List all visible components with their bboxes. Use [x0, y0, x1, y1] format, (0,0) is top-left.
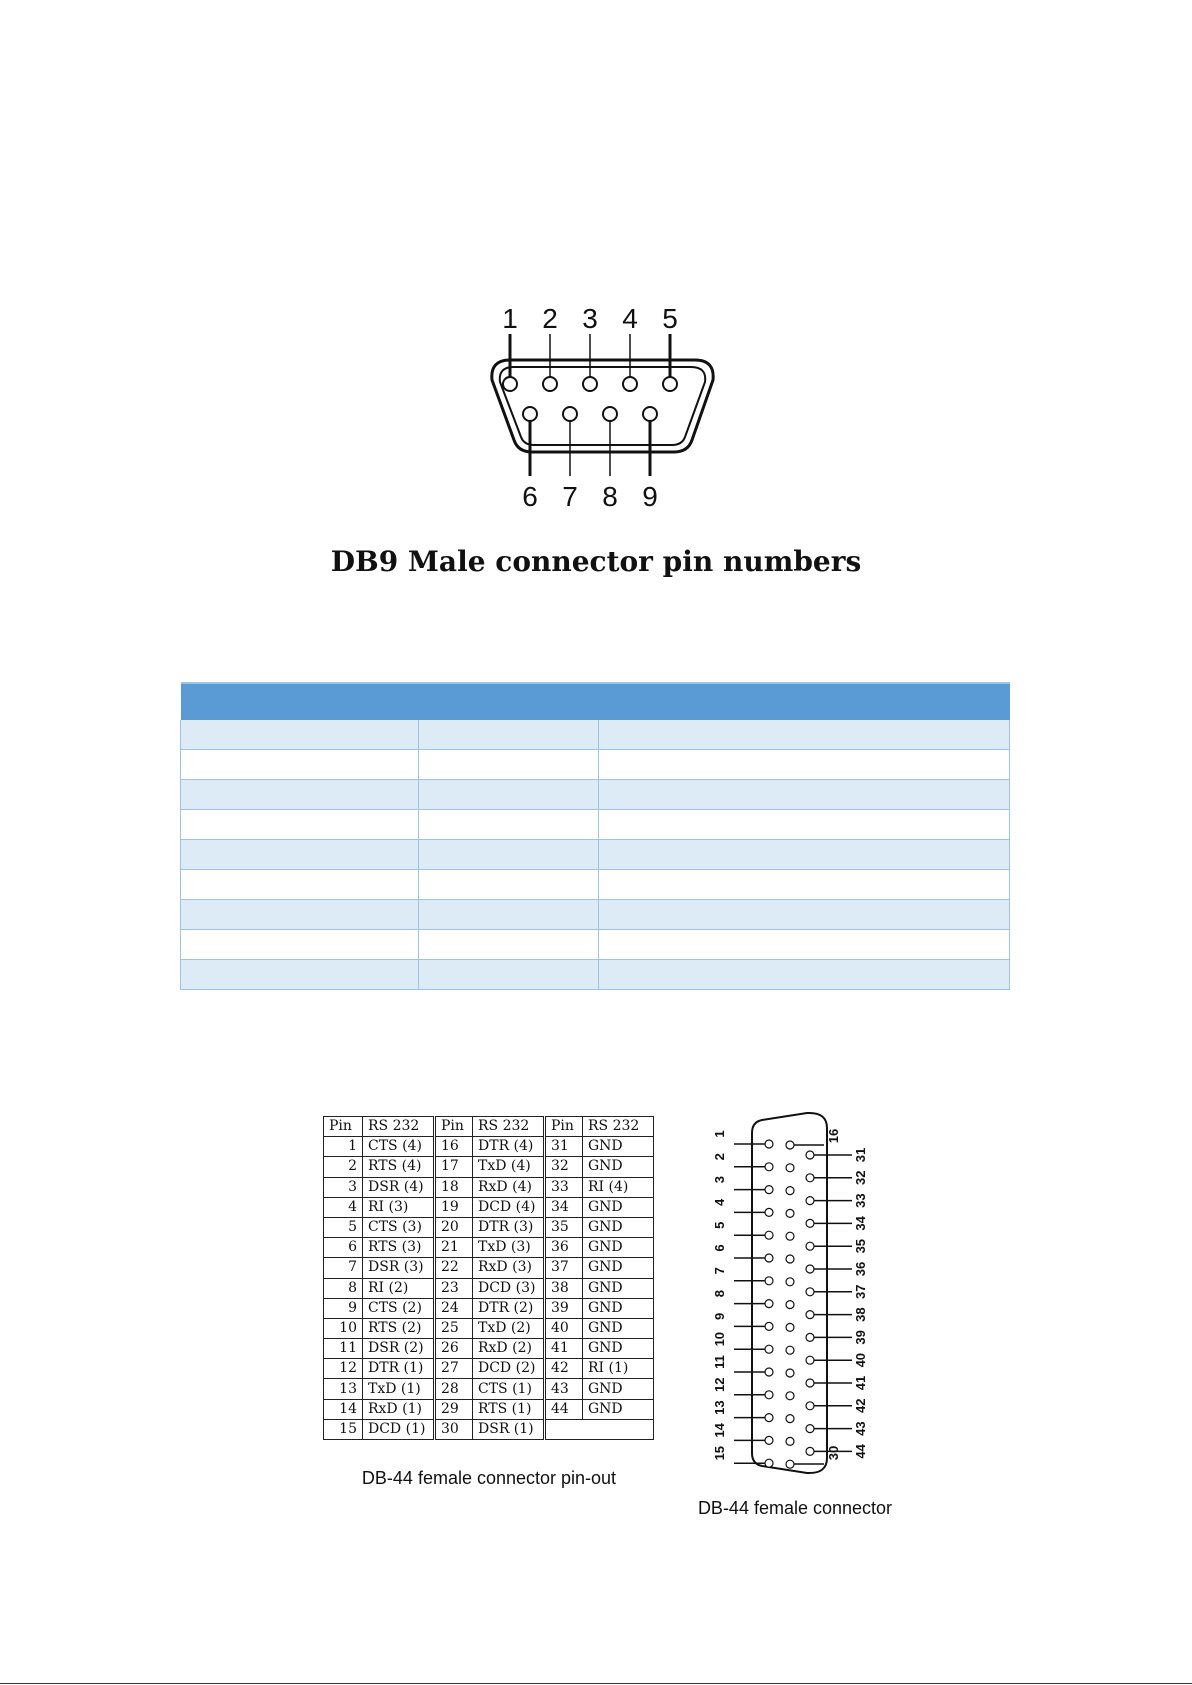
db44-pin-cell: 40 [545, 1318, 583, 1338]
pin-table-cell [419, 870, 599, 900]
db44-left-pin-label: 11 [712, 1355, 727, 1369]
db44-pin-socket [786, 1323, 794, 1331]
db44-pin-socket [786, 1209, 794, 1217]
pin-table-row [181, 960, 1010, 990]
db44-row [324, 1177, 654, 1197]
db44-pin-cell: 19 [435, 1197, 473, 1217]
db44-pin-socket [806, 1402, 814, 1410]
db9-pin-label: 7 [562, 481, 578, 512]
db44-signal-cell: GND [583, 1278, 654, 1298]
db44-signal-cell: GND [583, 1258, 654, 1278]
db44-pin-cell: 36 [545, 1238, 583, 1258]
db44-pin-cell: 24 [435, 1298, 473, 1318]
db44-row [324, 1258, 654, 1278]
pin-table-cell [599, 840, 1010, 870]
db44-left-pin-label: 7 [712, 1267, 727, 1275]
db44-connector-caption: DB-44 female connector [697, 1498, 893, 1518]
db44-right-pin-label: 34 [853, 1216, 868, 1231]
db9-pin-label: 6 [522, 481, 538, 512]
db44-pin-socket [786, 1278, 794, 1286]
db44-pin-socket [765, 1300, 773, 1308]
db44-pin-socket [765, 1368, 773, 1376]
db44-right-pin-label: 32 [853, 1170, 868, 1186]
db44-signal-cell: GND [583, 1399, 654, 1419]
db44-left-pin-label: 8 [712, 1289, 727, 1298]
pin-table-row [181, 930, 1010, 960]
db44-signal-cell: CTS (2) [363, 1298, 435, 1318]
db44-signal-cell: CTS (3) [363, 1217, 435, 1237]
db9-connector-diagram [480, 300, 725, 540]
db44-left-pin-label: 10 [712, 1331, 727, 1347]
db44-left-pin-label: 14 [712, 1423, 727, 1438]
pin-table-cell [419, 720, 599, 750]
db44-signal-cell: DSR (2) [363, 1339, 435, 1359]
db44-left-pin-label: 13 [712, 1400, 727, 1415]
db44-signal-cell: GND [583, 1217, 654, 1237]
db44-signal-cell: DTR (2) [473, 1298, 545, 1318]
db9-caption: DB9 Male connector pin numbers [330, 545, 862, 578]
db44-header-cell: RS 232 [473, 1117, 545, 1137]
db44-pin-socket [806, 1151, 814, 1159]
pin-table-row [181, 780, 1010, 810]
db44-signal-cell: RTS (1) [473, 1399, 545, 1419]
db9-pin-label: 9 [642, 481, 658, 512]
db44-pin-socket [786, 1392, 794, 1400]
pin-table-cell [599, 810, 1010, 840]
db44-signal-cell: RI (3) [363, 1197, 435, 1217]
db44-signal-cell: CTS (1) [473, 1379, 545, 1399]
db44-connector-diagram [712, 1108, 892, 1480]
db44-row [324, 1217, 654, 1237]
db44-pin-cell: 1 [324, 1137, 363, 1157]
db44-pinout-caption: DB-44 female connector pin-out [361, 1468, 617, 1488]
db44-header-cell: Pin [324, 1117, 363, 1137]
pin-table-row [181, 870, 1010, 900]
db44-pin-cell: 22 [435, 1258, 473, 1278]
db44-pin-cell: 10 [324, 1318, 363, 1338]
db9-pin-socket [623, 377, 637, 391]
db44-signal-cell: TxD (4) [473, 1157, 545, 1177]
pin-table-cell [419, 960, 599, 990]
db44-left-pin-label: 4 [712, 1198, 727, 1207]
db9-pin-label: 4 [622, 303, 638, 334]
db44-pin-cell: 25 [435, 1318, 473, 1338]
db9-top-row [502, 303, 678, 391]
db44-left-pin-label: 9 [712, 1312, 727, 1321]
db44-row [324, 1359, 654, 1379]
pin-table-cell [181, 720, 419, 750]
db44-signal-cell: RxD (3) [473, 1258, 545, 1278]
db44-pin-socket [806, 1219, 814, 1227]
db9-pin-socket [643, 407, 657, 421]
db44-signal-cell: GND [583, 1197, 654, 1217]
pin-table-header-cell [181, 683, 419, 720]
db44-middle-first-label: 16 [826, 1128, 841, 1144]
db9-pin-label: 1 [502, 303, 518, 334]
db44-pin-cell: 8 [324, 1278, 363, 1298]
db44-header-cell: RS 232 [363, 1117, 435, 1137]
db9-pin-socket [663, 377, 677, 391]
pin-table-row [181, 720, 1010, 750]
page-bottom-rule [0, 1683, 1192, 1684]
pin-table-cell [599, 960, 1010, 990]
db44-right-pin-label: 38 [853, 1307, 868, 1322]
db9-pin-socket [603, 407, 617, 421]
db44-pin-cell: 31 [545, 1137, 583, 1157]
db44-pin-socket [765, 1208, 773, 1216]
db9-shell [492, 360, 713, 452]
db44-signal-cell: GND [583, 1157, 654, 1177]
db44-pin-cell: 32 [545, 1157, 583, 1177]
db44-signal-cell: DTR (3) [473, 1217, 545, 1237]
db44-pin-cell: 5 [324, 1217, 363, 1237]
db44-signal-cell: DSR (1) [473, 1419, 545, 1439]
db44-right-pin-label: 33 [853, 1193, 868, 1208]
db9-pin-label: 3 [582, 303, 598, 334]
db44-pin-cell: 11 [324, 1339, 363, 1359]
db44-signal-cell: DSR (3) [363, 1258, 435, 1278]
db44-right-pin-label: 41 [853, 1375, 868, 1391]
db44-right-pin-label: 39 [853, 1330, 868, 1345]
db44-right-pin-label: 44 [853, 1444, 868, 1459]
pin-table-cell [181, 840, 419, 870]
db44-signal-cell: RxD (2) [473, 1339, 545, 1359]
db44-pin-socket [786, 1232, 794, 1240]
pin-table-cell [599, 900, 1010, 930]
db44-signal-cell: DCD (2) [473, 1359, 545, 1379]
db9-pin-label: 2 [542, 303, 558, 334]
db44-pin-socket [806, 1333, 814, 1341]
db44-header-row [324, 1117, 654, 1137]
db44-pin-cell: 13 [324, 1379, 363, 1399]
db44-pin-socket [765, 1414, 773, 1422]
db9-pin-socket [583, 377, 597, 391]
db44-row [324, 1379, 654, 1399]
db44-pin-cell: 12 [324, 1359, 363, 1379]
pin-table-row [181, 840, 1010, 870]
pin-table-cell [599, 930, 1010, 960]
db44-pin-socket [765, 1140, 773, 1148]
db44-pin-socket [806, 1288, 814, 1296]
db44-signal-cell: TxD (2) [473, 1318, 545, 1338]
pin-table-cell [181, 810, 419, 840]
db9-pin-socket [523, 407, 537, 421]
db44-signal-cell: RTS (4) [363, 1157, 435, 1177]
db44-pin-socket [765, 1254, 773, 1262]
db44-right-pin-label: 40 [853, 1352, 868, 1368]
db44-pin-cell: 29 [435, 1399, 473, 1419]
db44-right-pin-label: 37 [853, 1284, 868, 1300]
db44-pin-socket [786, 1255, 794, 1263]
db44-signal-cell: GND [583, 1298, 654, 1318]
db44-pin-socket [806, 1356, 814, 1364]
db44-empty-cell [545, 1419, 654, 1439]
db44-signal-cell: DTR (4) [473, 1137, 545, 1157]
db44-pin-socket [806, 1197, 814, 1205]
db44-right-column [806, 1148, 868, 1459]
db44-right-pin-label: 31 [853, 1147, 868, 1163]
db44-pin-socket [806, 1242, 814, 1250]
db44-signal-cell: DCD (4) [473, 1197, 545, 1217]
db44-signal-cell: GND [583, 1339, 654, 1359]
db44-row [324, 1278, 654, 1298]
db9-pin-label: 8 [602, 481, 618, 512]
db44-pin-socket [765, 1322, 773, 1330]
pin-table-cell [599, 720, 1010, 750]
db44-pin-socket [806, 1265, 814, 1273]
db44-header-cell: RS 232 [583, 1117, 654, 1137]
db44-pin-cell: 27 [435, 1359, 473, 1379]
db44-pin-cell: 30 [435, 1419, 473, 1439]
db44-pin-cell: 7 [324, 1258, 363, 1278]
db44-pin-socket [806, 1447, 814, 1455]
pin-table-cell [419, 930, 599, 960]
db44-row [324, 1197, 654, 1217]
db44-header-cell: Pin [545, 1117, 583, 1137]
db44-pin-socket [765, 1345, 773, 1353]
db44-pin-cell: 43 [545, 1379, 583, 1399]
db44-left-pin-label: 12 [712, 1377, 727, 1393]
db44-pin-cell: 26 [435, 1339, 473, 1359]
db44-pin-cell: 4 [324, 1197, 363, 1217]
db44-row [324, 1339, 654, 1359]
db9-pin-socket [563, 407, 577, 421]
db44-row [324, 1137, 654, 1157]
db9-pin-socket [543, 377, 557, 391]
pin-table-cell [181, 780, 419, 810]
db44-pin-cell: 33 [545, 1177, 583, 1197]
db44-middle-last-label: 30 [826, 1445, 841, 1461]
db44-pin-socket [806, 1379, 814, 1387]
db44-left-column [712, 1130, 773, 1467]
pin-table-row [181, 900, 1010, 930]
pin-table-header-row [181, 683, 1010, 720]
db44-pin-cell: 28 [435, 1379, 473, 1399]
db44-signal-cell: RxD (1) [363, 1399, 435, 1419]
pin-table-cell [181, 900, 419, 930]
db44-signal-cell: DSR (4) [363, 1177, 435, 1197]
pin-table-row [181, 810, 1010, 840]
db44-pin-socket [786, 1369, 794, 1377]
db44-header-cell: Pin [435, 1117, 473, 1137]
db44-row [324, 1238, 654, 1258]
db44-row [324, 1318, 654, 1338]
db44-pin-cell: 3 [324, 1177, 363, 1197]
db44-right-pin-label: 35 [853, 1238, 868, 1254]
db44-signal-cell: DCD (3) [473, 1278, 545, 1298]
db44-pin-socket [765, 1391, 773, 1399]
db44-pin-cell: 34 [545, 1197, 583, 1217]
db44-signal-cell: TxD (1) [363, 1379, 435, 1399]
pin-table-cell [599, 870, 1010, 900]
db44-pin-socket [786, 1437, 794, 1445]
db44-pin-cell: 42 [545, 1359, 583, 1379]
db44-pin-cell: 35 [545, 1217, 583, 1237]
db44-pin-cell: 21 [435, 1238, 473, 1258]
pin-table-row [181, 750, 1010, 780]
pin-table [180, 682, 1010, 990]
db44-pin-socket [786, 1141, 794, 1149]
db44-left-pin-label: 3 [712, 1175, 727, 1184]
db44-row [324, 1419, 654, 1439]
db44-signal-cell: RI (2) [363, 1278, 435, 1298]
db44-pin-cell: 39 [545, 1298, 583, 1318]
db44-pin-cell: 41 [545, 1339, 583, 1359]
db44-signal-cell: RTS (2) [363, 1318, 435, 1338]
pin-table-header-cell [419, 683, 599, 720]
db44-row [324, 1157, 654, 1177]
db44-pin-socket [765, 1186, 773, 1194]
db44-signal-cell: GND [583, 1379, 654, 1399]
db44-pin-socket [765, 1231, 773, 1239]
db44-pin-socket [786, 1346, 794, 1354]
db44-left-pin-label: 2 [712, 1153, 727, 1161]
db44-signal-cell: DTR (1) [363, 1359, 435, 1379]
db9-pin-socket [503, 377, 517, 391]
db9-bottom-row [522, 407, 658, 512]
db44-pin-socket [765, 1436, 773, 1444]
db44-signal-cell: RI (4) [583, 1177, 654, 1197]
db44-signal-cell: TxD (3) [473, 1238, 545, 1258]
db44-signal-cell: GND [583, 1238, 654, 1258]
db44-right-pin-label: 43 [853, 1421, 868, 1436]
pin-table-cell [419, 810, 599, 840]
pin-table-cell [419, 840, 599, 870]
db44-pin-cell: 14 [324, 1399, 363, 1419]
db44-pin-socket [765, 1163, 773, 1171]
db44-pin-cell: 6 [324, 1238, 363, 1258]
db44-pin-socket [765, 1459, 773, 1467]
db44-signal-cell: GND [583, 1318, 654, 1338]
db44-pin-cell: 44 [545, 1399, 583, 1419]
pin-table-cell [599, 750, 1010, 780]
db44-signal-cell: GND [583, 1137, 654, 1157]
db44-pin-cell: 15 [324, 1419, 363, 1439]
db44-pin-socket [786, 1187, 794, 1195]
db44-signal-cell: RxD (4) [473, 1177, 545, 1197]
db44-pinout-table [323, 1116, 654, 1440]
db44-pin-cell: 9 [324, 1298, 363, 1318]
db9-pin-label: 5 [662, 303, 678, 334]
db44-signal-cell: CTS (4) [363, 1137, 435, 1157]
pin-table-cell [181, 870, 419, 900]
db44-pin-socket [765, 1277, 773, 1285]
db44-signal-cell: RI (1) [583, 1359, 654, 1379]
pin-table-cell [181, 930, 419, 960]
db44-pin-socket [786, 1164, 794, 1172]
db44-left-pin-label: 1 [712, 1130, 727, 1138]
db44-pin-cell: 2 [324, 1157, 363, 1177]
db44-pin-socket [786, 1460, 794, 1468]
db44-pin-cell: 38 [545, 1278, 583, 1298]
db44-right-pin-label: 42 [853, 1398, 868, 1414]
pin-table-cell [181, 750, 419, 780]
db44-row [324, 1399, 654, 1419]
db44-pin-cell: 17 [435, 1157, 473, 1177]
db44-signal-cell: DCD (1) [363, 1419, 435, 1439]
db44-right-pin-label: 36 [853, 1261, 868, 1277]
db44-pin-socket [786, 1301, 794, 1309]
db44-signal-cell: RTS (3) [363, 1238, 435, 1258]
db44-pin-cell: 23 [435, 1278, 473, 1298]
db44-pin-socket [806, 1311, 814, 1319]
pin-table-cell [419, 780, 599, 810]
pin-table-cell [599, 780, 1010, 810]
pin-table-cell [419, 900, 599, 930]
db44-left-pin-label: 5 [712, 1221, 727, 1229]
db44-pin-socket [806, 1174, 814, 1182]
db44-pin-cell: 37 [545, 1258, 583, 1278]
db44-pin-cell: 18 [435, 1177, 473, 1197]
db44-pin-cell: 16 [435, 1137, 473, 1157]
pin-table-cell [419, 750, 599, 780]
pin-table-header-cell [599, 683, 1010, 720]
db44-left-pin-label: 6 [712, 1244, 727, 1252]
pin-table-cell [181, 960, 419, 990]
db44-left-pin-label: 15 [712, 1445, 727, 1461]
db44-row [324, 1298, 654, 1318]
db44-pin-cell: 20 [435, 1217, 473, 1237]
db44-pin-socket [806, 1425, 814, 1433]
db44-pin-socket [786, 1415, 794, 1423]
